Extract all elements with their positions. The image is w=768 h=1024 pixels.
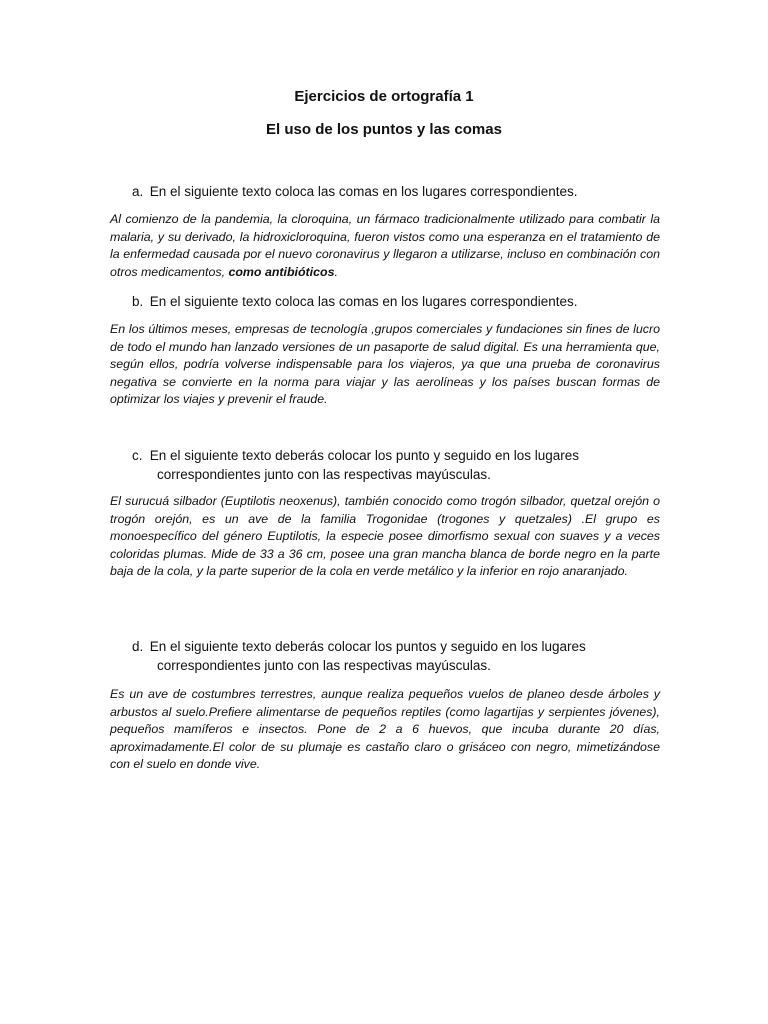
exercise-body: Es un ave de costumbres terrestres, aunque realiza pequeños vuelos de planeo desde árboles y arbustos al suelo.Prefiere alimentarse de pequeños reptiles (como lagartijas y serpientes jóvenes), pequeños mamíferos e insectos. Pone de 2 a 6 huevos, que incuba durante 20 días, aproximadamente.El color de su plumaje es castaño claro o grisáceo con negro, mimetizándose con el suelo en donde vive. — [110, 687, 660, 771]
instruction-text: En el siguiente texto deberás colocar los puntos y seguido en los lugares — [149, 639, 586, 654]
instruction-text-continued: correspondientes junto con las respectivas mayúsculas. — [157, 467, 491, 482]
exercise-bold-phrase: como antibióticos — [228, 264, 335, 279]
exercise-text-a — [110, 211, 660, 281]
instruction-text: En el siguiente texto deberás colocar los punto y seguido en los lugares — [149, 448, 580, 463]
instruction-b — [132, 292, 652, 311]
exercise-text-b — [110, 321, 660, 409]
instruction-text: En el siguiente texto coloca las comas en los lugares correspondientes. — [149, 294, 578, 309]
exercise-body: El surucuá silbador (Euptilotis neoxenus), también conocido como trogón silbador, quetzal orejón o trogón orejón, es un ave de la familia Trogonidae (trogones y quetzales) .El grupo es monoespecífico del género Euptilotis, la especie posee dimorfismo sexual con suaves y a veces coloridas plumas. Mide de 33 a 36 cm, posee una gran mancha blanca de borde negro en la parte baja de la cola, y la parte superior de la cola en verde metálico y la inferior en rojo anaranjado. — [110, 494, 660, 578]
instruction-marker: c. — [132, 448, 143, 463]
exercise-body: Al comienzo de la pandemia, la cloroquina, un fármaco tradicionalmente utilizado para combatir la malaria, y su derivado, la hidroxicloroquina, fueron vistos como una esperanza en el tratamiento de la enfermedad causada por el nuevo coronavirus y llegaron a utilizarse, incluso en combinación con otros medicamentos, — [110, 212, 660, 279]
exercise-text-c — [110, 493, 660, 581]
instruction-marker: d. — [132, 639, 144, 654]
instruction-marker: a. — [132, 184, 144, 199]
exercise-end: . — [334, 264, 338, 279]
page-title: Ejercicios de ortografía 1 — [294, 88, 474, 105]
exercise-body: En los últimos meses, empresas de tecnología ,grupos comerciales y fundaciones sin fines de lucro de todo el mundo han lanzado versiones de un pasaporte de salud digital. Es una herramienta que, según ellos, podría volverse indispensable para los viajeros, ya que una prueba de coronavirus negativa se convierte en la norma para viajar y las aerolíneas y los países buscan formas de optimizar los viajes y prevenir el fraude. — [110, 322, 660, 406]
instruction-c — [132, 446, 652, 484]
instruction-text-continued: correspondientes junto con las respectivas mayúsculas. — [157, 658, 491, 673]
instruction-a — [132, 182, 652, 201]
page-subtitle: El uso de los puntos y las comas — [266, 121, 502, 138]
instruction-text: En el siguiente texto coloca las comas en los lugares correspondientes. — [149, 184, 578, 199]
exercise-text-d — [110, 686, 660, 774]
instruction-marker: b. — [132, 294, 144, 309]
instruction-d — [132, 637, 652, 675]
